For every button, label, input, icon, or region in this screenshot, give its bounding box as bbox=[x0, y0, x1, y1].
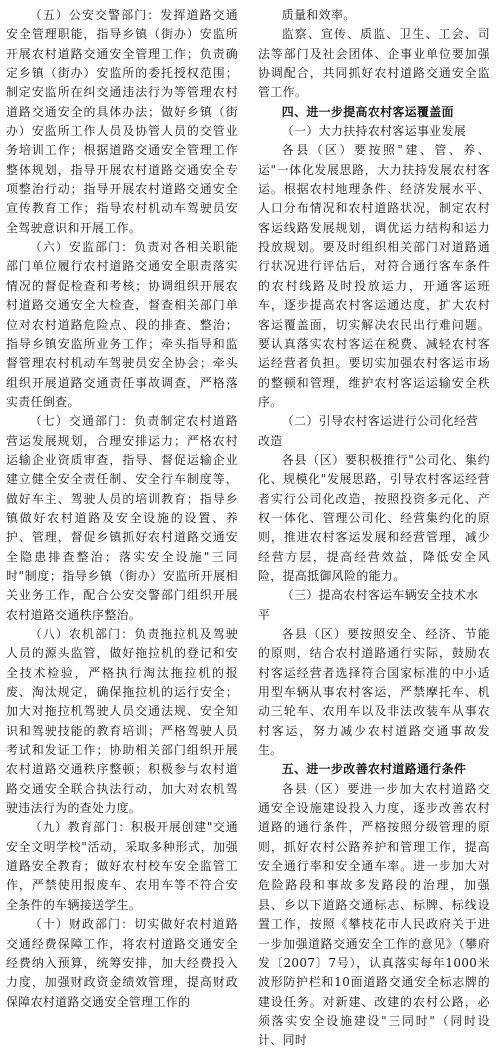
paragraph-vehicle-safety: 各县（区）要按照安全、经济、节能的原则，结合农村道路通行实际，鼓励农村客运经营者选择符合国家标准的中小适用型车辆从事农村客运，严禁摩托车、机动三轮车、农用车以及非法改装车从事农村客运，努力减少农村道路交通事故发生。 bbox=[258, 627, 490, 758]
paragraph-continuation: 质量和效率。 bbox=[281, 8, 356, 22]
paragraph-agricultural-machinery: （八）农机部门：负责拖拉机及驾驶人员的源头监管，做好拖拉机的登记和安全技术检验，严格执行淘汰拖拉机的报废、淘汰规定，确保拖拉机的运行安全；加大对拖拉机驾驶人员交通法规、安全知识和驾驶技能的教育培训；严格驾驶人员考试和发证工作；协助相关部门组织开展农村道路交通秩序整顿；积极参与农村道路交通安全联合执法行动，加大对农机驾驶违法行为的查处力度。 bbox=[6, 627, 238, 816]
paragraph-corporatization: 各县（区）要积极推行"公司化、集约化、规模化"发展思路，引导农村客运经营者实行公司化改造，按照投资多元化、产权一体化、管理公司化、经营集约化的原则，推进农村客运发展和经营管理，减少经营方层，提高经营效益，降低安全风险，提高抵御风险的能力。 bbox=[258, 452, 490, 583]
paragraph-rural-bus-development: 各县（区）要按照"建、管、养、运"一体化发展思路，大力扶持发展农村客运。根据农村地理条件、经济发展水平、人口分布情况和农村道路状况，制定农村客运线路发展规划，调优运力结构和运力投放规划。要及时组织相关部门对道路通行状况进行评估后，对符合通行客车条件的农村线路及时投放运力，开通客运班车，逐步提高农村客运通达度，扩大农村客运覆盖面，切实解决农民出行难问题。要认真落实农村客运在税费、减轻农村客运经营者负担。要切实加强农村客运市场的整顿和管理，维护农村客运运输安全秩序。 bbox=[258, 143, 490, 409]
paragraph-finance: （十）财政部门：切实做好农村道路交通经费保障工作，将农村道路交通安全经费纳入预算，统筹安排，加大经费投入力度，加强财政资金绩效管理，提高财政保障农村道路交通安全管理工作的 bbox=[6, 917, 238, 1009]
section-heading-five: 五、进一步改善农村道路通行条件 bbox=[281, 762, 467, 777]
paragraph-road-conditions: 各县（区）要进一步加大农村道路交通安全设施建设投入力度，逐步改善农村道路的通行条件，严格按照分级管理的原则，抓好农村公路养护和管理工作，提高安全通行率和安全通车率。进一步加大对危险路段和事故多发路段的治理，加强县、乡以下道路交通标志、标牌、标线设置工作，按照《攀枝花市人民政府关于进一步加强道路交通安全工作的意见》（攀府发〔2007〕7号），认真落实每年1000米波形防护栏和10面道路交通安全标志牌的建设任务。对新建、改建的农村公路，必须落实安全设施建设"三同时"（同时设计、同时 bbox=[258, 781, 490, 1048]
section-heading-four: 四、进一步提高农村客运覆盖面 bbox=[281, 104, 454, 119]
right-column bbox=[258, 6, 490, 1051]
paragraph-other-departments: 监察、宣传、质监、卫生、工会、司法等部门及社会团体、企事业单位要加强协调配合，共同抓好农村道路交通安全监管工作。 bbox=[258, 27, 490, 100]
left-column bbox=[6, 6, 238, 1012]
subheading-corporatization: （二）引导农村客运进行公司化经营改造 bbox=[258, 414, 479, 448]
subheading-vehicle-safety: （三）提高农村客运车辆安全技术水平 bbox=[258, 588, 479, 622]
paragraph-education: （九）教育部门：积极开展创建"交通安全文明学校"活动，采取多种形式，加强道路安全教育；做好农村校车安全监管工作，严禁使用报废车、农用车等不符合安全条件的车辆接送学生。 bbox=[6, 820, 238, 912]
paragraph-transport: （七）交通部门：负责制定农村道路营运发展规划，合理安排运力；严格农村运输企业资质审查，指导、督促运输企业建立健全安全责任制、安全行车制度等，做好车主、驾驶人员的培训教育；指导乡镇做好农村道路及安全设施的设置、养护、管理，督促乡镇抓好农村道路交通安全隐患排查整治；落实安全设施"三同时"制度；指导乡镇（街办）安监所开展相关业务工作，配合公安交警部门组织开展农村道路交通秩序整治。 bbox=[6, 414, 238, 622]
paragraph-public-security: （五）公安交警部门：发挥道路交通安全管理职能，指导乡镇（街办）安监所开展农村道路交通安全管理工作；负责确定乡镇（街办）安监所的委托授权范围；制定安监所在纠交通违法行为等管理农村道路交通安全的具体办法；做好乡镇（街办）安监所工作人员及协管人员的交管业务培训工作；根据道路交通安全管理工作整体规划，指导开展农村道路交通安全专项整治行动；指导开展农村道路交通安全宣传教育工作；指导农村机动车驾驶员安全驾驶意识和开展工作。 bbox=[6, 8, 238, 235]
paragraph-safety-supervision: （六）安监部门：负责对各相关职能部门单位履行农村道路交通安全职责落实情况的督促检查和考核；协调组织开展农村道路交通安全大检查，督查相关部门单位对农村道路危险点、段的排查、整治；指导乡镇安监所业务工作；牵头指导和监督管理农村机动车驾驶员安全协会；牵头组织开展道路交通责任事故调查，严格落实责任倒查。 bbox=[6, 240, 238, 409]
subheading-support-rural-bus: （一）大力扶持农村客运事业发展 bbox=[281, 124, 467, 139]
